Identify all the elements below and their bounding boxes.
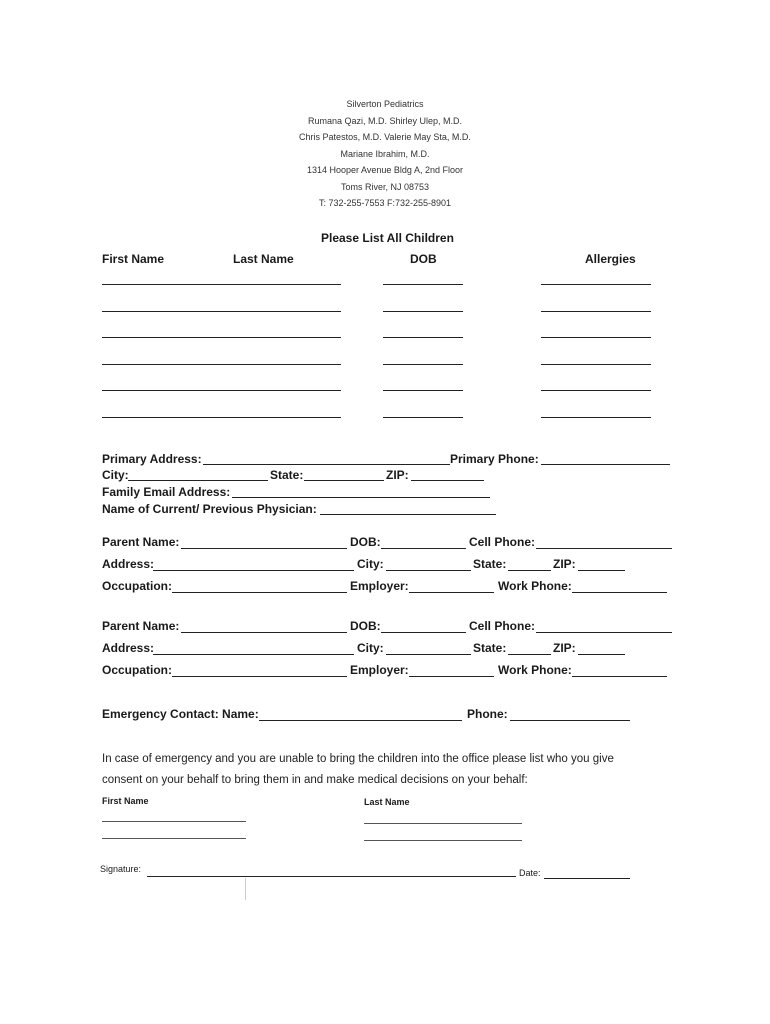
parent-address-label: Address: <box>102 641 155 655</box>
parent-zip-field[interactable] <box>578 654 625 655</box>
parent-zip-field[interactable] <box>578 570 625 571</box>
zip-field[interactable] <box>411 480 484 481</box>
parent-occupation-field[interactable] <box>172 592 347 593</box>
parent-dob-label: DOB: <box>350 535 381 549</box>
primary-address-field[interactable] <box>203 464 450 465</box>
parent-work-phone-label: Work Phone: <box>498 663 572 677</box>
parent-occupation-label: Occupation: <box>102 579 173 593</box>
child-name-field[interactable] <box>102 311 341 312</box>
consent-first-name-field-2[interactable] <box>102 838 246 839</box>
signature-field[interactable] <box>147 876 516 877</box>
child-allergies-field[interactable] <box>541 390 651 391</box>
parent-address-label: Address: <box>102 557 155 571</box>
practice-phones: T: 732-255-7553 F:732-255-8901 <box>318 198 452 208</box>
parent-zip-label: ZIP: <box>553 557 576 571</box>
parent-work-phone-field[interactable] <box>572 676 667 677</box>
parent-cell-phone-label: Cell Phone: <box>469 619 536 633</box>
physician-field[interactable] <box>320 514 496 515</box>
date-label: Date: <box>519 868 541 878</box>
parent-state-field[interactable] <box>508 570 551 571</box>
parent-cell-phone-label: Cell Phone: <box>469 535 536 549</box>
parent-state-label: State: <box>473 641 507 655</box>
child-name-field[interactable] <box>102 417 341 418</box>
consent-first-name-header: First Name <box>102 796 149 806</box>
parent-address-field[interactable] <box>153 654 354 655</box>
parent-state-label: State: <box>473 557 507 571</box>
date-field[interactable] <box>544 878 630 879</box>
child-allergies-field[interactable] <box>541 417 651 418</box>
parent-dob-field[interactable] <box>381 548 466 549</box>
parent-address-field[interactable] <box>153 570 354 571</box>
parent-employer-field[interactable] <box>409 676 494 677</box>
parent-dob-label: DOB: <box>350 619 381 633</box>
child-dob-field[interactable] <box>383 337 463 338</box>
consent-text-line-2: consent on your behalf to bring them in and make medical decisions on your behalf: <box>102 774 528 786</box>
col-header-allergies: Allergies <box>585 252 636 266</box>
scan-mark <box>245 878 246 900</box>
parent-occupation-label: Occupation: <box>102 663 173 677</box>
consent-last-name-field-2[interactable] <box>364 840 522 841</box>
parent-employer-field[interactable] <box>409 592 494 593</box>
col-header-first-name: First Name <box>102 252 165 266</box>
signature-label: Signature: <box>100 864 142 874</box>
parent-city-field[interactable] <box>386 654 471 655</box>
doctors-line-1: Rumana Qazi, M.D. Shirley Ulep, M.D. <box>307 115 463 126</box>
emergency-contact-name-label: Emergency Contact: Name: <box>102 707 259 721</box>
children-section-title: Please List All Children <box>321 231 454 245</box>
practice-name: Silverton Pediatrics <box>346 99 424 109</box>
practice-address: 1314 Hooper Avenue Bldg A, 2nd Floor <box>307 165 463 175</box>
zip-label: ZIP: <box>386 468 409 482</box>
parent-name-label: Parent Name: <box>102 619 180 633</box>
col-header-dob: DOB <box>410 252 437 266</box>
child-dob-field[interactable] <box>383 417 463 418</box>
emergency-phone-label: Phone: <box>467 707 508 721</box>
child-allergies-field[interactable] <box>541 284 651 285</box>
primary-phone-field[interactable] <box>541 464 670 465</box>
parent-city-field[interactable] <box>386 570 471 571</box>
consent-text-line-1: In case of emergency and you are unable to bring the children into the office please list who you give <box>102 753 614 765</box>
child-name-field[interactable] <box>102 284 341 285</box>
parent-employer-label: Employer: <box>350 663 409 677</box>
emergency-contact-name-field[interactable] <box>259 720 462 721</box>
physician-label: Name of Current/ Previous Physician: <box>102 502 317 516</box>
parent-state-field[interactable] <box>508 654 551 655</box>
parent-work-phone-field[interactable] <box>572 592 667 593</box>
parent-name-field[interactable] <box>181 548 347 549</box>
doctors-line-2: Chris Patestos, M.D. Valerie May Sta, M.D. <box>299 132 471 142</box>
child-allergies-field[interactable] <box>541 337 651 338</box>
consent-first-name-field-1[interactable] <box>102 821 246 822</box>
city-field[interactable] <box>128 480 268 481</box>
state-field[interactable] <box>304 480 384 481</box>
practice-header <box>0 96 770 212</box>
parent-name-field[interactable] <box>181 632 347 633</box>
practice-city-state-zip: Toms River, NJ 08753 <box>340 181 430 192</box>
child-allergies-field[interactable] <box>541 311 651 312</box>
parent-cell-phone-field[interactable] <box>536 632 672 633</box>
family-email-field[interactable] <box>232 497 490 498</box>
parent-name-label: Parent Name: <box>102 535 180 549</box>
parent-zip-label: ZIP: <box>553 641 576 655</box>
emergency-phone-field[interactable] <box>510 720 630 721</box>
parent-occupation-field[interactable] <box>172 676 347 677</box>
child-dob-field[interactable] <box>383 311 463 312</box>
parent-city-label: City: <box>357 557 384 571</box>
doctors-line-3: Mariane Ibrahim, M.D. <box>340 148 430 159</box>
family-email-label: Family Email Address: <box>102 485 231 499</box>
child-name-field[interactable] <box>102 390 341 391</box>
parent-cell-phone-field[interactable] <box>536 548 672 549</box>
primary-address-label: Primary Address: <box>102 452 202 466</box>
child-dob-field[interactable] <box>383 284 463 285</box>
consent-last-name-field-1[interactable] <box>364 823 522 824</box>
child-allergies-field[interactable] <box>541 364 651 365</box>
parent-dob-field[interactable] <box>381 632 466 633</box>
primary-phone-label: Primary Phone: <box>450 452 539 466</box>
city-label: City: <box>102 468 129 482</box>
child-name-field[interactable] <box>102 337 341 338</box>
state-label: State: <box>270 468 304 482</box>
child-name-field[interactable] <box>102 364 341 365</box>
child-dob-field[interactable] <box>383 390 463 391</box>
child-dob-field[interactable] <box>383 364 463 365</box>
parent-work-phone-label: Work Phone: <box>498 579 572 593</box>
col-header-last-name: Last Name <box>233 252 294 266</box>
parent-employer-label: Employer: <box>350 579 409 593</box>
parent-city-label: City: <box>357 641 384 655</box>
consent-last-name-header: Last Name <box>364 797 410 807</box>
